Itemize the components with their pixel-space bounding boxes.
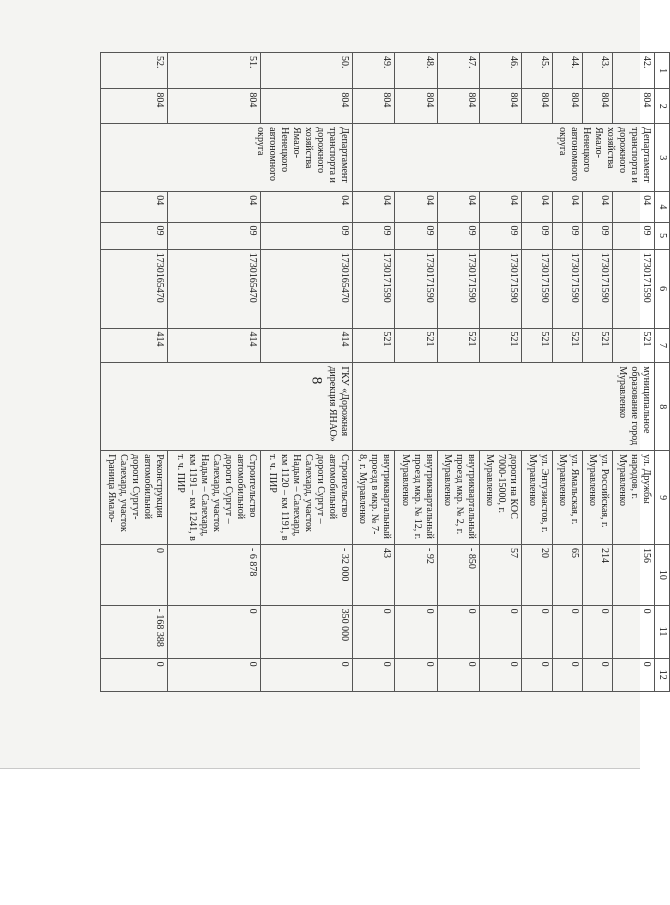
table-cell-4: 04: [395, 192, 437, 222]
col-header-3: 3: [655, 124, 670, 192]
table-cell-10: - 6 878: [168, 545, 260, 606]
table-cell-11: 0: [395, 605, 437, 658]
table-cell-7: 521: [612, 328, 654, 363]
table-cell-11: 0: [168, 605, 260, 658]
table-cell-5: 09: [260, 222, 352, 249]
table-cell-5: 09: [612, 222, 654, 249]
table-cell-6: 1730171590: [522, 249, 552, 328]
table-cell-4: 04: [480, 192, 522, 222]
table-cell-7: 521: [437, 328, 479, 363]
table-cell-1: 45.: [522, 53, 552, 89]
table-cell-4: 04: [260, 192, 352, 222]
table-cell-2: 804: [612, 89, 654, 124]
recipient-cell: ГКУ «Дорожная дирекция ЯНАО»: [101, 363, 353, 451]
col-header-9: 9: [655, 451, 670, 545]
table-cell-7: 414: [260, 328, 352, 363]
table-cell-12: 0: [582, 658, 612, 691]
table-cell-12: 0: [552, 658, 582, 691]
table-cell-2: 804: [522, 89, 552, 124]
table-cell-12: 0: [437, 658, 479, 691]
table-cell-12: 0: [480, 658, 522, 691]
table-cell-12: 0: [612, 658, 654, 691]
table-cell-7: 521: [395, 328, 437, 363]
table-cell-1: 51.: [168, 53, 260, 89]
table-cell-6: 1730171590: [480, 249, 522, 328]
col-header-11: 11: [655, 605, 670, 658]
table-cell-2: 804: [352, 89, 394, 124]
table-cell-9: Строительство автомобильной дороги Сургут – Салехард, участок Надым – Салехард, км 1120 – км 1191, в т. ч. ПИР: [260, 451, 352, 545]
table-row: [260, 53, 352, 692]
table-cell-11: 0: [437, 605, 479, 658]
table-cell-1: 50.: [260, 53, 352, 89]
table-cell-7: 521: [480, 328, 522, 363]
table-cell-2: 804: [395, 89, 437, 124]
table-cell-9: внутриквартальный проезд в мкр. № 7-8, г. Муравленко: [352, 451, 394, 545]
col-header-2: 2: [655, 89, 670, 124]
table-cell-4: 04: [522, 192, 552, 222]
table-cell-10: 43: [352, 545, 394, 606]
table-cell-12: 0: [522, 658, 552, 691]
table-cell-11: 0: [582, 605, 612, 658]
table-cell-5: 09: [552, 222, 582, 249]
table-cell-1: 43.: [582, 53, 612, 89]
table-cell-10: - 92: [395, 545, 437, 606]
table-cell-9: внутриквартальный проезд мкр. № 12, г. Муравленко: [395, 451, 437, 545]
table-cell-12: 0: [352, 658, 394, 691]
table-cell-9: ул. Дружбы народов, г. Муравленко: [612, 451, 654, 545]
table-cell-6: 1730171590: [352, 249, 394, 328]
table-cell-10: - 32 000: [260, 545, 352, 606]
table-cell-6: 1730165470: [260, 249, 352, 328]
table-cell-10: - 850: [437, 545, 479, 606]
table-cell-2: 804: [552, 89, 582, 124]
department-cell: Департамент транспорта и дорожного хозяйства Ямало-Ненецкого автономного округа: [352, 124, 654, 192]
table-cell-7: 414: [101, 328, 168, 363]
table-cell-2: 804: [582, 89, 612, 124]
table-cell-2: 804: [480, 89, 522, 124]
table-cell-4: 04: [552, 192, 582, 222]
table-cell-12: 0: [395, 658, 437, 691]
table-cell-6: 1730165470: [101, 249, 168, 328]
table-cell-7: 414: [168, 328, 260, 363]
table-cell-5: 09: [395, 222, 437, 249]
table-cell-1: 42.: [612, 53, 654, 89]
table-cell-6: 1730171590: [395, 249, 437, 328]
table-cell-9: дороги на КОС 7000-15000, г. Муравленко: [480, 451, 522, 545]
table-cell-11: - 168 388: [101, 605, 168, 658]
col-header-12: 12: [655, 658, 670, 691]
budget-table: [100, 52, 670, 692]
table-cell-2: 804: [260, 89, 352, 124]
table-cell-11: 0: [522, 605, 552, 658]
table-cell-2: 804: [437, 89, 479, 124]
col-header-6: 6: [655, 249, 670, 328]
table-cell-6: 1730171590: [582, 249, 612, 328]
table-cell-7: 521: [552, 328, 582, 363]
col-header-7: 7: [655, 328, 670, 363]
table-cell-9: Строительство автомобильной дороги Сургут – Салехард, участок Надым – Салехард, км 1191 – км 1241, в т. ч. ПИР: [168, 451, 260, 545]
table-cell-5: 09: [522, 222, 552, 249]
col-header-8: 8: [655, 363, 670, 451]
table-cell-4: 04: [612, 192, 654, 222]
table-row: [612, 53, 654, 692]
table-cell-10: 57: [480, 545, 522, 606]
col-header-4: 4: [655, 192, 670, 222]
table-cell-5: 09: [101, 222, 168, 249]
table-cell-5: 09: [480, 222, 522, 249]
table-cell-2: 804: [168, 89, 260, 124]
table-cell-9: Реконструкция автомобильной дороги Сургут- Салехард, участок Граница Ямало-: [101, 451, 168, 545]
table-cell-1: 48.: [395, 53, 437, 89]
table-cell-10: 214: [582, 545, 612, 606]
table-cell-6: 1730171590: [612, 249, 654, 328]
table-cell-5: 09: [352, 222, 394, 249]
table-cell-9: ул. Энтузиастов, г. Муравленко: [522, 451, 552, 545]
col-header-5: 5: [655, 222, 670, 249]
table-cell-1: 52.: [101, 53, 168, 89]
department-cell: Департамент транспорта и дорожного хозяйства Ямало-Ненецкого автономного округа: [101, 124, 353, 192]
table-cell-11: 350 000: [260, 605, 352, 658]
table-cell-12: 0: [260, 658, 352, 691]
table-cell-4: 04: [437, 192, 479, 222]
rotated-table-wrapper: [30, 52, 670, 680]
table-cell-5: 09: [168, 222, 260, 249]
table-cell-7: 521: [522, 328, 552, 363]
table-cell-4: 04: [168, 192, 260, 222]
table-cell-10: 156: [612, 545, 654, 606]
recipient-cell: муниципальное образование город Муравленко: [352, 363, 654, 451]
table-cell-4: 04: [582, 192, 612, 222]
table-cell-4: 04: [352, 192, 394, 222]
table-cell-12: 0: [168, 658, 260, 691]
table-cell-6: 1730171590: [437, 249, 479, 328]
table-cell-12: 0: [101, 658, 168, 691]
table-cell-5: 09: [437, 222, 479, 249]
table-cell-10: 20: [522, 545, 552, 606]
table-cell-10: 65: [552, 545, 582, 606]
table-cell-11: 0: [552, 605, 582, 658]
table-cell-11: 0: [612, 605, 654, 658]
table-cell-9: внутриквартальный проезд мкр. № 2, г. Муравленко: [437, 451, 479, 545]
col-header-1: 1: [655, 53, 670, 89]
table-cell-7: 521: [352, 328, 394, 363]
table-cell-1: 47.: [437, 53, 479, 89]
table-cell-1: 46.: [480, 53, 522, 89]
table-cell-1: 49.: [352, 53, 394, 89]
table-cell-5: 09: [582, 222, 612, 249]
table-cell-11: 0: [352, 605, 394, 658]
table-cell-10: 0: [101, 545, 168, 606]
table-cell-11: 0: [480, 605, 522, 658]
col-header-10: 10: [655, 545, 670, 606]
table-cell-2: 804: [101, 89, 168, 124]
table-cell-1: 44.: [552, 53, 582, 89]
table-cell-6: 1730171590: [552, 249, 582, 328]
table-cell-9: ул. Российская, г. Муравленко: [582, 451, 612, 545]
table-cell-6: 1730165470: [168, 249, 260, 328]
table-cell-4: 04: [101, 192, 168, 222]
page-number: 8: [308, 376, 325, 385]
table-cell-7: 521: [582, 328, 612, 363]
header-row: [655, 53, 670, 692]
table-cell-9: ул. Ямальская, г. Муравленко: [552, 451, 582, 545]
